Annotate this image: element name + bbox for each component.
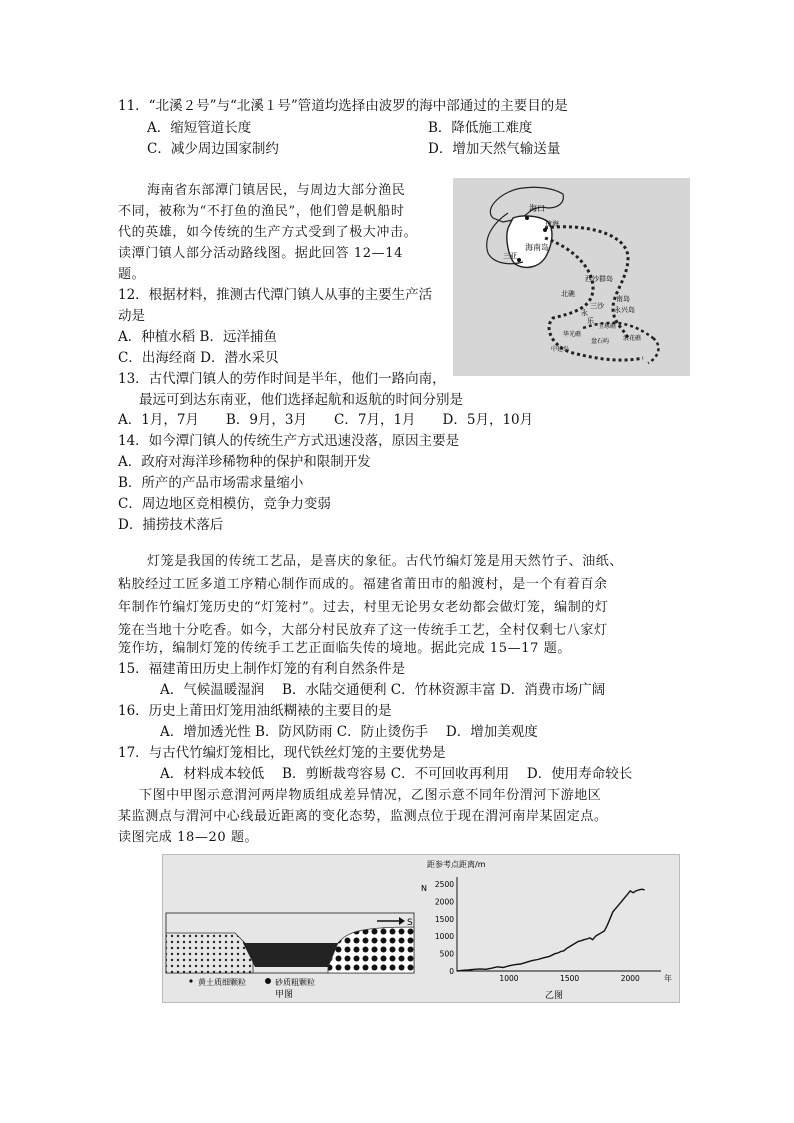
right-bank-coarse <box>328 927 414 973</box>
passage2-line3: 年制作竹编灯笼历史的“灯笼村”。过去，村里无论男女老幼都会做灯笼，编制的灯 <box>118 600 609 615</box>
map-label-panshi: 盘石屿 <box>591 338 610 345</box>
q15-options: A．气候温暖湿润 B．水陆交通便利 C．竹林资源丰富 D．消费市场广阔 <box>160 682 606 698</box>
chart-caption: 乙图 <box>545 991 564 1001</box>
chart-xtick-label: 1500 <box>560 974 580 983</box>
sanya-dot <box>517 258 521 262</box>
q12-options-cd: C．出海经商 D．潜水采贝 <box>118 350 279 366</box>
q14-option-a: A．政府对海洋珍稀物种的保护和限制开发 <box>118 454 371 470</box>
map-label-yongxing: 永兴岛 <box>614 306 635 314</box>
q11-stem: 11．“北溪２号”与“北溪１号”管道均选择由波罗的海中部通过的主要目的是 <box>118 98 568 114</box>
left-bank-fine <box>166 933 253 973</box>
map-label-langhua: 浪花礁 <box>623 335 642 342</box>
river-figure <box>162 854 680 1003</box>
figure-jia <box>163 855 421 1002</box>
q14-option-d: D．捕捞技术落后 <box>118 517 224 533</box>
q16-options: A．增加透光性 B．防风防雨 C．防止烫伤手 D．增加美观度 <box>160 724 538 740</box>
q17-options: A．材料成本较低 B．剪断裁弯容易 C．不可回收再利用 D．使用寿命较长 <box>160 766 633 782</box>
chart-ytick-label: 0 <box>449 967 454 976</box>
q12-stem-line2: 动是 <box>118 308 145 324</box>
q12-options-ab: A．种植水稻 B．远洋捕鱼 <box>118 329 277 345</box>
map-label-xisha: 西沙群岛 <box>585 275 613 283</box>
chart-xtick-label: 2000 <box>620 974 640 983</box>
q15-stem: 15．福建莆田历史上制作灯笼的有利自然条件是 <box>118 661 406 677</box>
arrow-label: S <box>407 918 413 928</box>
passage3-line3: 读图完成 18—20 题。 <box>118 830 259 845</box>
map-label-yong: 永 <box>581 309 588 317</box>
chart-ylabel: N <box>421 884 427 893</box>
map-label-le: 乐 <box>587 317 594 325</box>
map-label-nandao: 南岛 <box>616 295 630 303</box>
q11-option-d: D．增加天然气输送量 <box>428 141 561 157</box>
q11-option-c: C．减少周边国家制约 <box>147 141 279 157</box>
map-label-huaguang: 华光礁 <box>563 331 582 338</box>
map-label-sanya: 三亚 <box>503 252 517 260</box>
map-label-qionghai: 琼海 <box>545 220 559 228</box>
q16-stem: 16．历史上莆田灯笼用油纸糊裱的主要目的是 <box>118 703 392 719</box>
map-label-zhongjian: 中建岛 <box>551 346 570 353</box>
passage3-line2: 某监测点与渭河中心线最近距离的变化态势，监测点位于现在渭河南岸某固定点。 <box>118 809 608 824</box>
q13-stem-line1: 13．古代潭门镇人的劳作时间是半年，他们一路向南， <box>118 371 446 387</box>
qionghai-dot <box>543 228 547 232</box>
q13-options: A．1月，7月 B．9月，3月 C．7月，1月 D．5月，10月 <box>118 412 534 428</box>
q14-stem: 14．如今潭门镇人的传统生产方式迅速没落，原因主要是 <box>118 433 460 449</box>
passage1-line4: 读潭门镇人部分活动路线图。据此回答 12—14 <box>118 246 404 261</box>
chart-ytick-label: 2500 <box>434 879 454 889</box>
chart-ytick-label: 2000 <box>434 897 454 907</box>
passage2-line5: 笼作坊，编制灯笼的传统手工艺正面临失传的境地。据此完成 15—17 题。 <box>118 641 571 656</box>
passage1-line2: 不同，被称为“不打鱼的渔民”，他们曾是帆船时 <box>118 204 405 219</box>
q14-option-b: B．所产的产品市场需求量缩小 <box>118 475 304 491</box>
passage2-line2: 粘胶经过工匠多道工序精心制作而成的。福建省莆田市的船渡村，是一个有着百余 <box>118 577 608 592</box>
map-label-hainan: 海南岛 <box>525 243 549 252</box>
map-label-haikou: 海口 <box>529 204 545 213</box>
chart-ytick-label: 1000 <box>434 932 454 942</box>
passage1-line1: 海南省东部潭门镇居民，与周边大部分渔民 <box>147 183 406 198</box>
passage1-line5: 题。 <box>118 267 146 282</box>
passage2-line4: 笼在当地十分吃香。如今，大部分村民放弃了这一传统手工艺，全村仅剩七八家灯 <box>118 623 608 638</box>
figure-yi-chart <box>421 855 679 1002</box>
route-map <box>453 178 690 376</box>
q11-option-b: B．降低施工难度 <box>428 120 533 136</box>
passage2-line1: 灯笼是我国的传统工艺品，是喜庆的象征。古代竹编灯笼是用天然竹子、油纸、 <box>147 554 624 569</box>
chart-ytick-label: 500 <box>439 949 454 959</box>
q14-option-c: C．周边地区竞相模仿，竞争力变弱 <box>118 496 331 512</box>
passage3-line1: 下图中甲图示意渭河两岸物质组成差异情况，乙图示意不同年份渭河下游地区 <box>139 788 602 803</box>
chart-title: 距参考点距离/m <box>427 860 486 869</box>
q17-stem: 17．与古代竹编灯笼相比，现代铁丝灯笼的主要优势是 <box>118 745 446 761</box>
q12-stem-line1: 12．根据材料，推测古代潭门镇人从事的主要生产活 <box>118 287 433 303</box>
chart-xunit: 年 <box>664 974 672 983</box>
haikou-dot <box>525 216 529 220</box>
passage1-line3: 代的英雄，如今传统的生产方式受到了极大冲击。 <box>118 225 418 240</box>
chart-series-line <box>457 889 645 971</box>
chart-ytick-label: 1500 <box>434 914 454 924</box>
map-label-beijiao: 北礁 <box>561 290 575 298</box>
map-label-yuzhuo: 玉琢礁 <box>598 323 617 330</box>
figure-jia-caption: 甲图 <box>275 990 294 1000</box>
chart-xtick-label: 1000 <box>499 974 519 983</box>
river-water <box>243 943 343 967</box>
legend-fine: 黄土质细颗粒 <box>198 978 246 987</box>
map-label-sansha: 三沙 <box>590 302 604 310</box>
legend-coarse: 砂质粗颗粒 <box>275 978 315 987</box>
q11-option-a: A．缩短管道长度 <box>147 120 252 136</box>
q13-stem-line2: 最远可到达东南亚，他们选择起航和返航的时间分别是 <box>139 392 463 408</box>
